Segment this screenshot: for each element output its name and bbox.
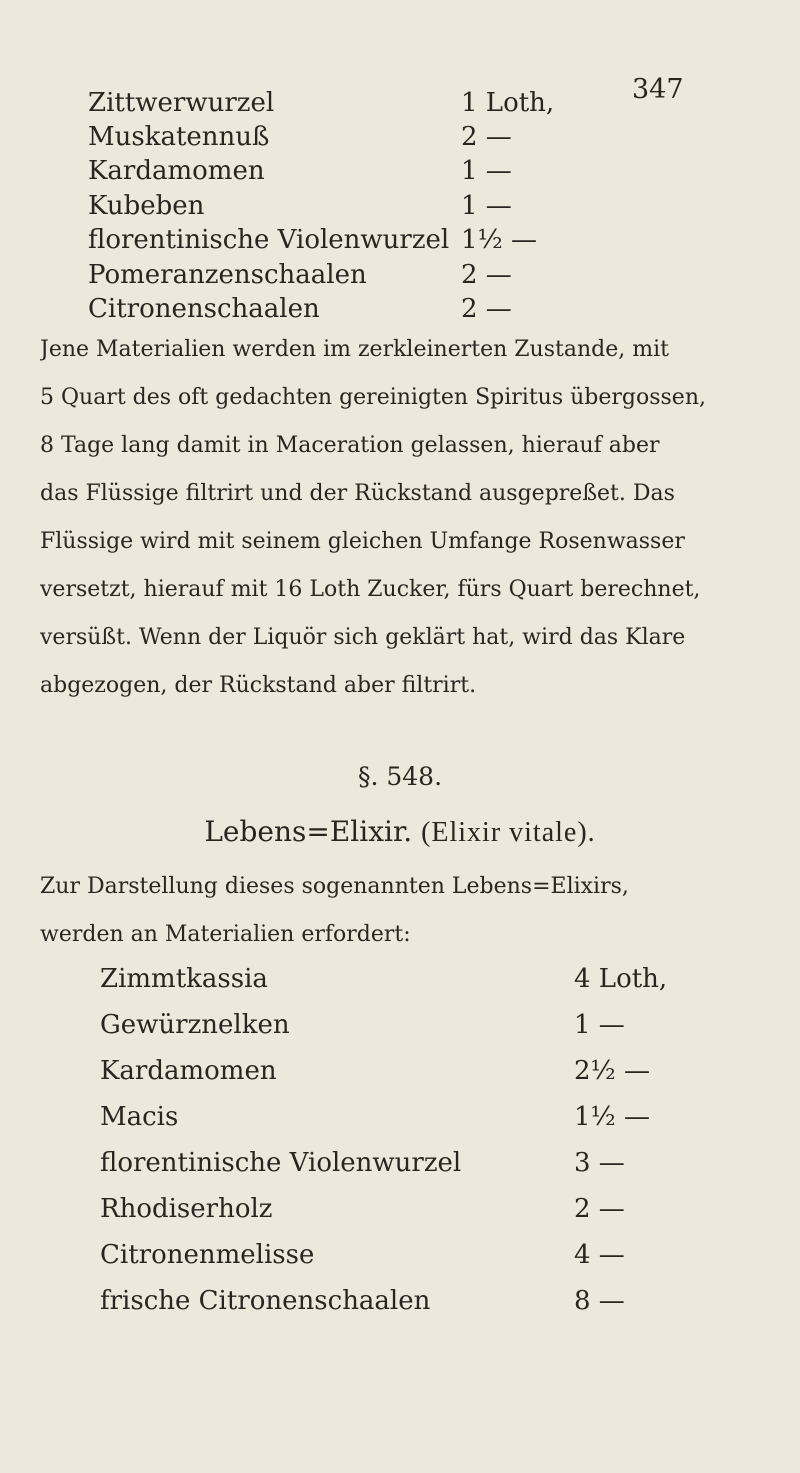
ingredient-name: Zimmtkassia [100,964,268,994]
preparation-paragraph [40,326,740,710]
ingredient-name: Kardamomen [100,1056,277,1086]
heading-german: Lebens=Elixir. [204,815,413,848]
ingredient-name: Pomeranzenschaalen [88,260,367,290]
page-number: 347 [632,74,684,105]
ingredient-quantity: 1 — [574,1010,625,1040]
ingredient-row [88,120,688,154]
ingredient-row [88,1238,688,1272]
ingredient-quantity: 8 — [574,1286,625,1316]
paragraph-line: Zur Darstellung dieses sogenannten Lebens=Elixirs, [40,874,629,899]
ingredient-row [88,86,688,120]
paragraph-line: das Flüssige filtrirt und der Rückstand ausgepreßet. Das [40,481,675,506]
ingredient-name: frische Citronenschaalen [100,1286,431,1316]
section-heading [0,815,800,849]
ingredient-row [88,1192,688,1226]
ingredient-name: florentinische Violenwurzel [100,1148,462,1178]
paragraph-line: werden an Materialien erfordert: [40,922,411,947]
ingredient-quantity: 1½ — [574,1102,651,1132]
ingredient-quantity: 1 — [461,156,512,186]
ingredient-row [88,189,688,223]
ingredient-quantity: 2 — [461,294,512,324]
ingredient-name: Rhodiserholz [100,1194,273,1224]
paragraph-line: 5 Quart des oft gedachten gereinigten Spiritus übergossen, [40,385,706,410]
ingredient-name: Kubeben [88,191,205,221]
ingredient-row [88,223,688,257]
ingredient-row [88,258,688,292]
ingredient-name: Zittwerwurzel [88,88,275,118]
ingredient-row [88,1146,688,1180]
ingredient-quantity: 1½ — [461,225,538,255]
ingredient-name: Muskatennuß [88,122,270,152]
ingredient-name: florentinische Violenwurzel [88,225,450,255]
ingredient-name: Gewürznelken [100,1010,290,1040]
ingredient-name: Macis [100,1102,179,1132]
intro-paragraph [40,863,740,959]
paragraph-line: versüßt. Wenn der Liquör sich geklärt hat, wird das Klare [40,625,686,650]
ingredient-quantity: 2 — [461,260,512,290]
paragraph-line: Jene Materialien werden im zerkleinerten Zustande, mit [40,337,669,362]
ingredient-quantity: 1 Loth, [461,88,555,118]
paragraph-line: versetzt, hierauf mit 16 Loth Zucker, fürs Quart berechnet, [40,577,701,602]
ingredient-quantity: 4 — [574,1240,625,1270]
ingredient-quantity: 2 — [461,122,512,152]
ingredient-quantity: 3 — [574,1148,625,1178]
ingredient-row [88,962,688,996]
ingredient-row [88,1284,688,1318]
section-number: §. 548. [357,762,443,791]
paragraph-line: abgezogen, der Rückstand aber filtrirt. [40,673,477,698]
paragraph-line: 8 Tage lang damit in Maceration gelassen, hierauf aber [40,433,660,458]
ingredient-row [88,292,688,326]
ingredient-name: Citronenmelisse [100,1240,315,1270]
ingredient-quantity: 1 — [461,191,512,221]
ingredient-quantity: 4 Loth, [574,964,668,994]
ingredient-quantity: 2½ — [574,1056,651,1086]
ingredient-row [88,1054,688,1088]
ingredient-row [88,154,688,188]
ingredient-name: Citronenschaalen [88,294,320,324]
ingredient-row [88,1008,688,1042]
heading-latin: (Elixir vitale). [421,817,596,848]
ingredient-row [88,1100,688,1134]
ingredient-quantity: 2 — [574,1194,625,1224]
ingredient-name: Kardamomen [88,156,265,186]
paragraph-line: Flüssige wird mit seinem gleichen Umfange Rosenwasser [40,529,685,554]
